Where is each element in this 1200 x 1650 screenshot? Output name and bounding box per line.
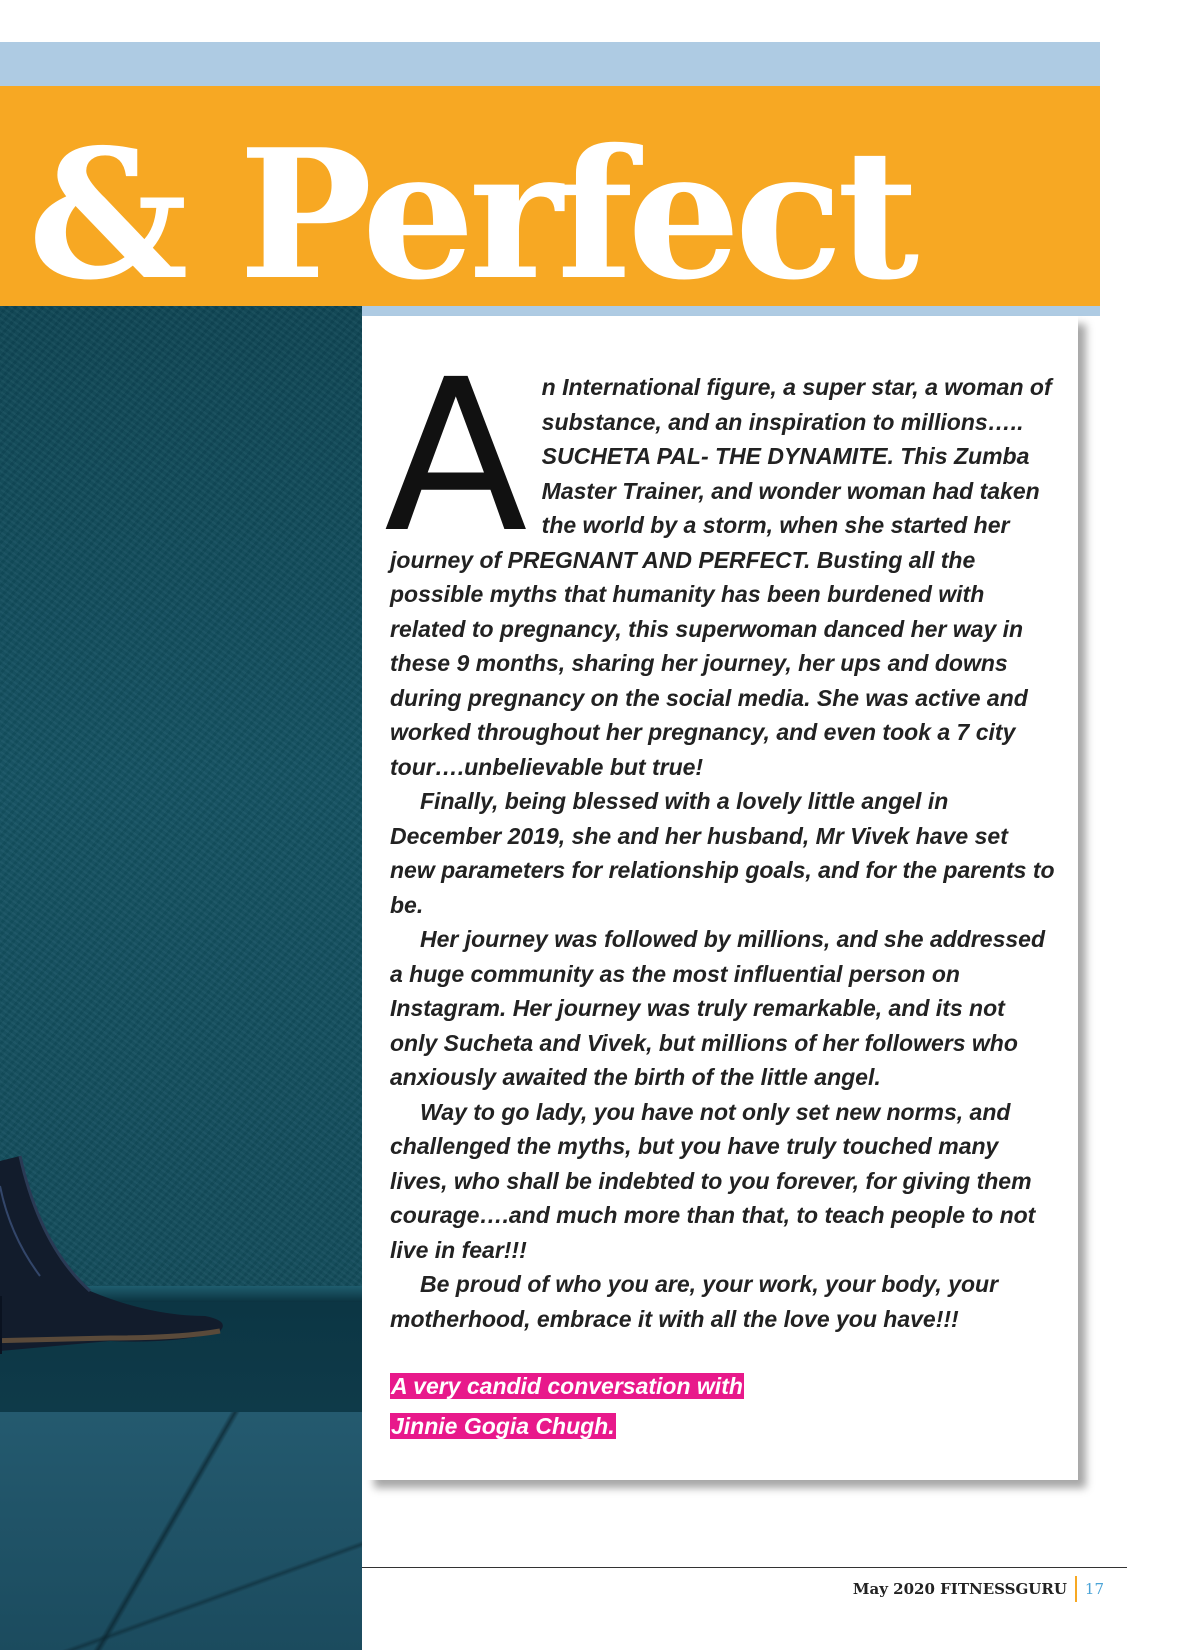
credit-line-1: A very candid conversation with (391, 1373, 743, 1399)
tiled-floor (0, 1412, 362, 1650)
footer-separator (1075, 1576, 1077, 1602)
article-body (384, 334, 1058, 1443)
article-intro-text: n International figure, a super star, a woman of substance, and an inspiration to millions….. SUCHETA PAL- THE DYNAMITE. This Zumba Master Trainer, and wonder woman had taken the world by a storm, when she started her journey of PREGNANT AND PERFECT. Busting all the possible myths that humanity has been burdened with related to pregnancy, this superwoman danced her way in these 9 months, sharing her journey, her ups and downs during pregnancy on the social media. She was active and worked throughout her pregnancy, and even took a 7 city tour….unbelievable but true! (390, 374, 1052, 780)
header-blue-strip (362, 306, 1100, 316)
article-paragraph: Finally, being blessed with a lovely little angel in December 2019, she and her husband, Mr Vivek have set new parameters for relationship goals, and for the parents to be. (390, 788, 1055, 918)
issue-label: May 2020 FITNESSGURU (852, 1580, 1067, 1598)
article-paragraph: Her journey was followed by millions, and she addressed a huge community as the most influential person on Instagram. Her journey was truly remarkable, and its not only Sucheta and Vivek, but millions of her followers who anxiously awaited the birth of the little angel. (390, 926, 1045, 1090)
footer-rule (362, 1567, 1127, 1568)
article-intro-paragraph (384, 334, 1058, 784)
page-number: 17 (1084, 1580, 1104, 1598)
feature-photo (0, 306, 362, 1650)
article-paragraph: Be proud of who you are, your work, your body, your motherhood, embrace it with all the love you have!!! (390, 1271, 999, 1332)
header-orange-band (0, 86, 1100, 306)
article-credit (390, 1369, 1058, 1443)
article-paragraph: Way to go lady, you have not only set new norms, and challenged the myths, but you have truly touched many lives, who shall be indebted to you forever, for giving them courage….and much more than that, to teach people to not live in fear!!! (390, 1098, 1036, 1263)
credit-line-2: Jinnie Gogia Chugh. (391, 1412, 615, 1439)
page-footer (853, 1576, 1104, 1602)
page-title: & Perfect (28, 110, 914, 306)
boot-icon (0, 1126, 240, 1356)
drop-cap: A (384, 334, 528, 579)
header-blue-band (0, 42, 1100, 86)
